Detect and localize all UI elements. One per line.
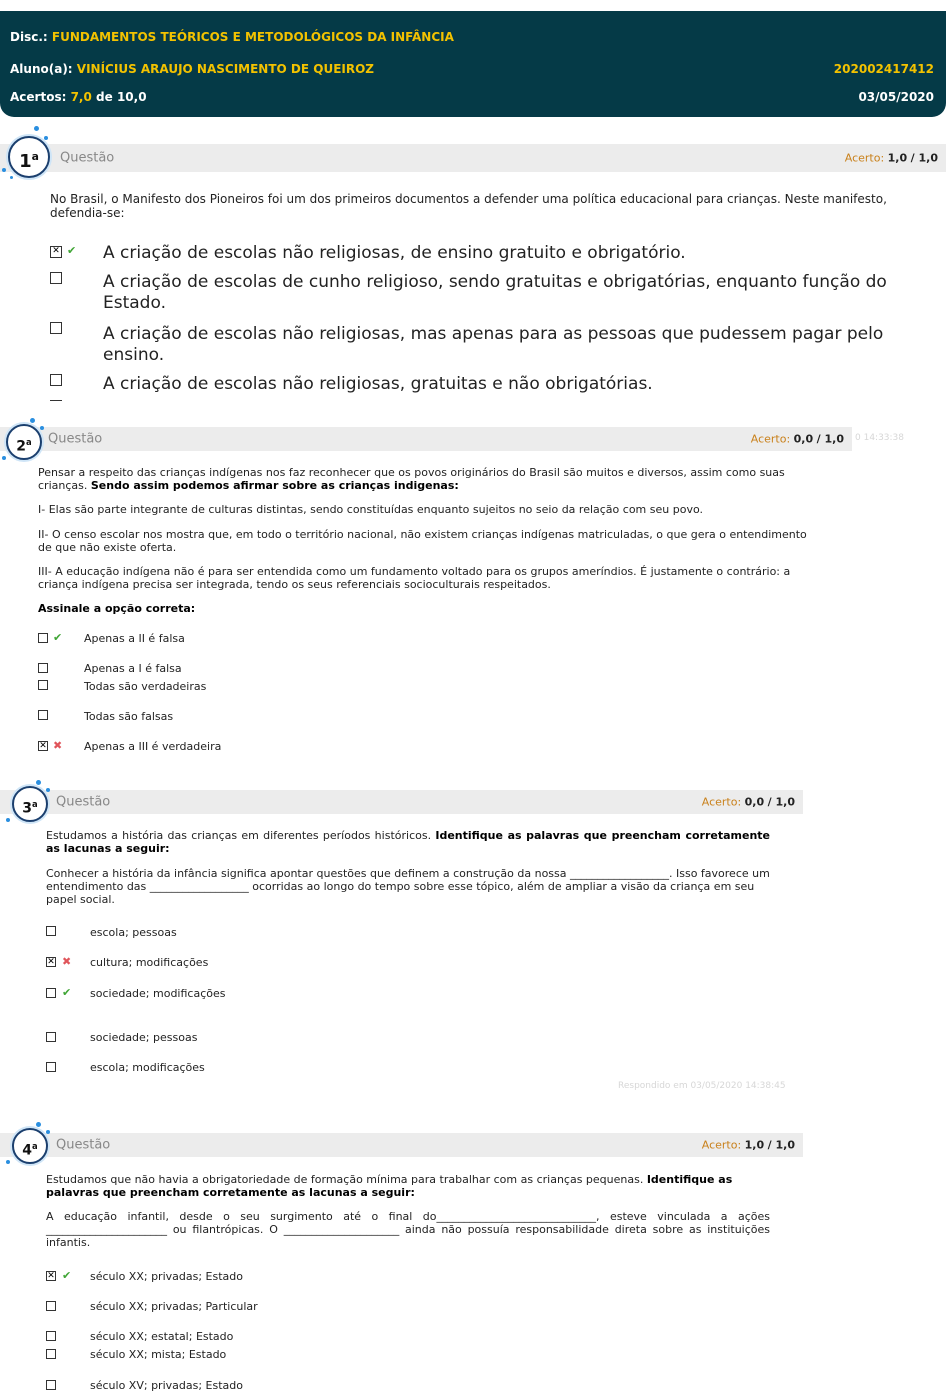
option-text: escola; modificações (90, 1061, 205, 1074)
option-checkbox[interactable] (50, 322, 62, 334)
response-timestamp: Respondido em 03/05/2020 14:38:45 (618, 1081, 786, 1091)
hits-total: de 10,0 (96, 90, 147, 104)
correct-check-icon: ✔ (62, 986, 72, 999)
option-text: Apenas a I é falsa (84, 662, 182, 675)
option-text: sociedade; pessoas (90, 1031, 198, 1044)
option-text: Apenas a III é verdadeira (84, 740, 222, 753)
option-checkbox[interactable]: ✕ (47, 1271, 55, 1281)
question-number-badge: 2$^a$ (6, 424, 42, 460)
question-label: Questão (56, 794, 111, 810)
option-text: cultura; modificações (90, 956, 209, 969)
statement-item: I- Elas são parte integrante de culturas distintas, sendo constituídas enquanto sujeitos no seio da relação com seu povo. (38, 503, 703, 516)
option-checkbox[interactable] (46, 988, 56, 998)
response-time-faint: 0 14:33:38 (855, 433, 905, 443)
option-checkbox[interactable] (46, 1380, 56, 1390)
statement-item: III- A educação indígena não é para ser entendida como um fundamento voltado para os grupos ameríndios. É justamente o contrário: a criança indígena precisa ser integrada, tendo os seus referenciais socioculturais respeitados. (38, 565, 791, 591)
student-label: Aluno(a): (10, 62, 73, 76)
student-name: VINÍCIUS ARAUJO NASCIMENTO DE QUEIROZ (76, 62, 375, 76)
option-text: Todas são verdadeiras (84, 680, 207, 693)
option-checkbox[interactable] (38, 663, 48, 673)
option-text: Todas são falsas (84, 710, 174, 723)
question-number-badge: 4$^a$ (12, 1128, 48, 1164)
correct-check-icon: ✔ (53, 631, 63, 644)
correct-check-icon: ✔ (67, 244, 77, 257)
question-statement: No Brasil, o Manifesto dos Pioneiros foi um dos primeiros documentos a defender uma política educacional para crianças. Neste manifesto, defendia-se: (50, 192, 887, 220)
question-statement: Estudamos a história das crianças em diferentes períodos históricos. Identifique as palavras que preencham corretamente as lacunas a seguir: (46, 829, 770, 855)
question-bar (0, 427, 852, 451)
option-checkbox[interactable] (38, 633, 48, 643)
option-checkbox[interactable] (46, 1349, 56, 1359)
fill-in-passage: Conhecer a história da infância significa apontar questões que definem a construção da nossa __________________. Isso favorece um entendimento das __________________ ocorridas ao longo do tempo sobre esse tópico, além de ampliar a visão da criança em seu papel social. (46, 867, 770, 906)
option-checkbox[interactable] (46, 1062, 56, 1072)
hits-label: Acertos: (10, 90, 67, 104)
question-score: Acerto: 1,0 / 1,0 (701, 1138, 795, 1152)
wrong-cross-icon: ✖ (62, 955, 72, 968)
option-checkbox[interactable] (50, 374, 62, 386)
question-number-badge: 1$^a$ (8, 136, 50, 178)
question-statement: Estudamos que não havia a obrigatoriedade de formação mínima para trabalhar com as crianças pequenas. Identifique as palavras que preencham corretamente as lacunas a seguir: (46, 1173, 733, 1199)
option-text: século XX; estatal; Estado (90, 1330, 234, 1343)
option-text: Apenas a II é falsa (84, 632, 185, 645)
wrong-cross-icon: ✖ (53, 739, 63, 752)
correct-check-icon: ✔ (62, 1269, 72, 1282)
fill-in-passage: A educação infantil, desde o seu surgimento até o final do_____________________________, esteve vinculada a ações ______________________ ou filantrópicas. O _____________________ ainda não possuía responsabilidade direta sobre as instituições infantis. (46, 1210, 770, 1249)
option-text: A criação de escolas não religiosas, de ensino gratuito e obrigatório. (103, 243, 686, 263)
option-checkbox[interactable] (38, 680, 48, 690)
option-text: A criação de escolas não religiosas, mas apenas para as pessoas que pudessem pagar pelo ensino. (103, 324, 884, 365)
discipline-label: Disc.: (10, 30, 48, 44)
option-text: sociedade; modificações (90, 987, 226, 1000)
question-bar (0, 790, 803, 814)
option-checkbox[interactable] (46, 1032, 56, 1042)
option-text: escola; pessoas (90, 926, 177, 939)
student-row (10, 62, 934, 76)
question-bar (0, 144, 946, 172)
option-checkbox[interactable]: ✕ (47, 957, 55, 967)
option-checkbox[interactable] (50, 272, 62, 284)
option-checkbox[interactable] (46, 1301, 56, 1311)
question-number-badge: 3$^a$ (12, 786, 48, 822)
question-label: Questão (60, 150, 115, 166)
option-checkbox[interactable] (38, 710, 48, 720)
question-score: Acerto: 0,0 / 1,0 (750, 432, 844, 446)
discipline-value: FUNDAMENTOS TEÓRICOS E METODOLÓGICOS DA INFÂNCIA (51, 30, 454, 44)
option-text: A criação de escolas não religiosas, gratuitas e não obrigatórias. (103, 374, 653, 394)
question-statement: Pensar a respeito das crianças indígenas nos faz reconhecer que os povos originários do Brasil são muitos e diversos, assim como suas crianças. Sendo assim podemos afirmar sobre as crianças indigenas: (38, 466, 785, 492)
question-bar (0, 1133, 803, 1157)
question-score: Acerto: 0,0 / 1,0 (701, 795, 795, 809)
question-label: Questão (56, 1137, 111, 1153)
clipped-option-checkbox (50, 400, 62, 403)
option-text: A criação de escolas de cunho religioso, sendo gratuitas e obrigatórias, enquanto função do Estado. (103, 272, 887, 313)
instruction-label: Assinale a opção correta: (38, 602, 196, 615)
option-text: século XV; privadas; Estado (90, 1379, 243, 1392)
exam-date: 03/05/2020 (858, 90, 934, 104)
option-text: século XX; mista; Estado (90, 1348, 227, 1361)
hits-value: 7,0 (70, 90, 92, 104)
option-checkbox[interactable]: ✕ (50, 246, 62, 258)
option-text: século XX; privadas; Particular (90, 1300, 258, 1313)
discipline-row (10, 30, 934, 44)
student-id: 202002417412 (833, 62, 934, 76)
option-checkbox[interactable] (46, 1331, 56, 1341)
option-checkbox[interactable]: ✕ (39, 741, 47, 751)
option-text: século XX; privadas; Estado (90, 1270, 243, 1283)
question-label: Questão (48, 431, 103, 447)
question-score: Acerto: 1,0 / 1,0 (844, 151, 938, 165)
score-row (10, 90, 934, 104)
option-checkbox[interactable] (46, 926, 56, 936)
exam-header (0, 11, 946, 117)
statement-item: II- O censo escolar nos mostra que, em todo o território nacional, não existem crianças indígenas matriculadas, o que gera o entendimento de que não existe oferta. (38, 528, 807, 554)
